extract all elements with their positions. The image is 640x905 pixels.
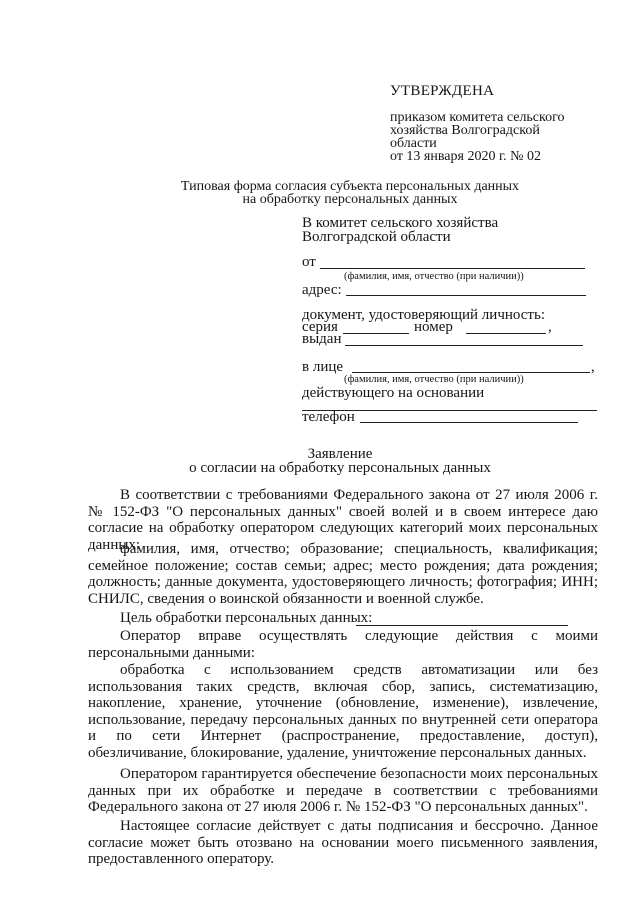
number-comma: , [548, 319, 552, 335]
document-label: документ, удостоверяющий личность: [302, 307, 545, 323]
paragraph-processing: обработка с использованием средств автоматизации или без использования таких средств, включая сбор, запись, систематизацию, накопление, хранение, уточнение (обновление, изменение), извлечение, использование, передачу персональных данных по внутренней сети оператора и по сети Интернет (распространение, предоставление, доступ), обезличивание, блокирование, удаление, уничтожение персональных данных. [88, 662, 598, 761]
approval-title: УТВЕРЖДЕНА [390, 83, 495, 99]
statement-title: Заявление [307, 446, 373, 462]
person-name-field[interactable] [352, 372, 590, 373]
basis-label: действующего на основании [302, 385, 485, 401]
phone-label: телефон [302, 409, 355, 425]
paragraph-consent: В соответствии с требованиями Федерального закона от 27 июля 2006 г. № 152-ФЗ "О персональных данных" своей волей и в своем интересе даю согласие на обработку оператором следующих категорий моих персональных данных: [88, 487, 598, 553]
addressee-line-1: В комитет сельского хозяйства [302, 215, 499, 231]
from-name-field[interactable] [320, 268, 585, 269]
phone-field[interactable] [360, 422, 578, 423]
person-comma: , [591, 359, 595, 375]
addressee-line-2: Волгоградской области [302, 229, 451, 245]
number-field[interactable] [466, 333, 546, 334]
issued-label: выдан [302, 331, 342, 347]
series-label: серия [302, 319, 338, 335]
paragraph-operator-actions: Оператор вправе осуществлять следующие действия с моими персональными данными: [88, 628, 598, 661]
approval-line-1: приказом комитета сельского [390, 110, 565, 125]
purpose-label: Цель обработки персональных данных: [120, 610, 373, 626]
approval-line-4: от 13 января 2020 г. № 02 [390, 149, 541, 164]
paragraph-validity: Настоящее согласие действует с даты подписания и бессрочно. Данное согласие может быть отозвано на основании моего письменного заявления, предоставленного оператору. [88, 818, 598, 868]
statement-subtitle: о согласии на обработку персональных данных [189, 460, 491, 476]
form-title-line-1: Типовая форма согласия субъекта персональных данных [180, 179, 520, 194]
issued-field[interactable] [345, 345, 583, 346]
approval-line-3: области [390, 136, 437, 151]
person-name-hint: (фамилия, имя, отчество (при наличии)) [344, 374, 524, 385]
from-name-hint: (фамилия, имя, отчество (при наличии)) [344, 271, 524, 282]
number-label: номер [414, 319, 453, 335]
paragraph-security: Оператором гарантируется обеспечение безопасности моих персональных данных при их обработке и передаче в соответствии с требованиями Федерального закона от 27 июля 2006 г. № 152-ФЗ "О персональных данных". [88, 766, 598, 816]
purpose-field[interactable] [356, 625, 568, 626]
form-title-line-2: на обработку персональных данных [242, 192, 458, 207]
address-label: адрес: [302, 282, 342, 298]
from-label: от [302, 254, 316, 270]
person-label: в лице [302, 359, 344, 375]
paragraph-data-categories: фамилия, имя, отчество; образование; специальность, квалификация; семейное положение; состав семьи; адрес; место рождения; дата рождения; должность; данные документа, удостоверяющего личность; фотография; ИНН; СНИЛС, сведения о воинской обязанности и военной службе. [88, 541, 598, 607]
series-field[interactable] [343, 333, 409, 334]
approval-line-2: хозяйства Волгоградской [390, 123, 540, 138]
address-field[interactable] [346, 295, 586, 296]
